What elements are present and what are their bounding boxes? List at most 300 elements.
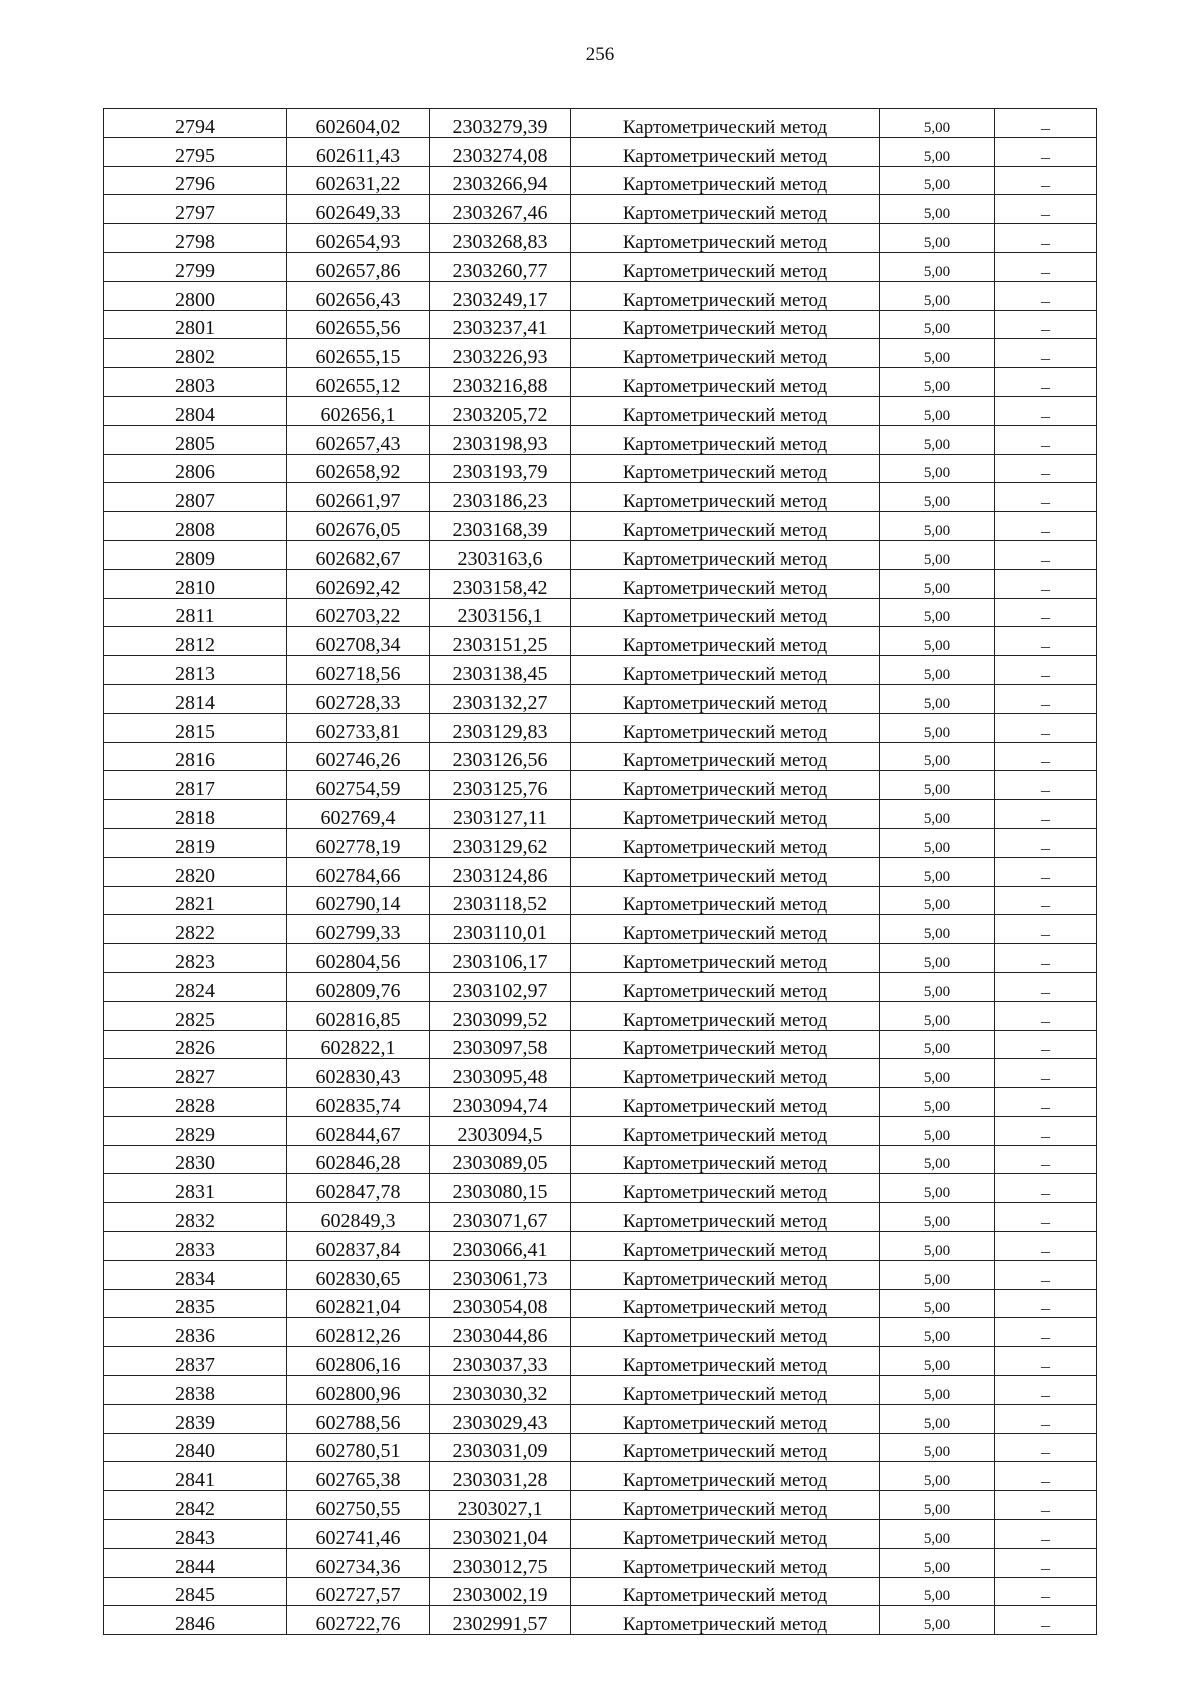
accuracy-cell: 5,00 [880, 195, 995, 224]
method-cell: Картометрический метод [571, 166, 880, 195]
point-number-cell: 2844 [104, 1548, 287, 1577]
method-cell: Картометрический метод [571, 944, 880, 973]
table-row [104, 569, 1097, 598]
table-row [104, 1116, 1097, 1145]
accuracy-cell: 5,00 [880, 166, 995, 195]
accuracy-cell: 5,00 [880, 1116, 995, 1145]
x-coordinate-cell: 602703,22 [287, 598, 430, 627]
dash-cell: – [995, 886, 1097, 915]
method-cell: Картометрический метод [571, 1318, 880, 1347]
x-coordinate-cell: 602837,84 [287, 1232, 430, 1261]
table-row [104, 1289, 1097, 1318]
table-row [104, 1145, 1097, 1174]
point-number-cell: 2796 [104, 166, 287, 195]
x-coordinate-cell: 602830,43 [287, 1059, 430, 1088]
y-coordinate-cell: 2303168,39 [430, 512, 571, 541]
point-number-cell: 2834 [104, 1260, 287, 1289]
point-number-cell: 2808 [104, 512, 287, 541]
accuracy-cell: 5,00 [880, 137, 995, 166]
accuracy-cell: 5,00 [880, 1289, 995, 1318]
table-row [104, 1059, 1097, 1088]
y-coordinate-cell: 2303071,67 [430, 1203, 571, 1232]
point-number-cell: 2802 [104, 339, 287, 368]
point-number-cell: 2839 [104, 1404, 287, 1433]
accuracy-cell: 5,00 [880, 1462, 995, 1491]
table-row [104, 886, 1097, 915]
method-cell: Картометрический метод [571, 915, 880, 944]
method-cell: Картометрический метод [571, 252, 880, 281]
accuracy-cell: 5,00 [880, 1404, 995, 1433]
y-coordinate-cell: 2303044,86 [430, 1318, 571, 1347]
dash-cell: – [995, 1404, 1097, 1433]
method-cell: Картометрический метод [571, 1088, 880, 1117]
y-coordinate-cell: 2303027,1 [430, 1491, 571, 1520]
method-cell: Картометрический метод [571, 656, 880, 685]
table-row [104, 1606, 1097, 1635]
y-coordinate-cell: 2303031,09 [430, 1433, 571, 1462]
method-cell: Картометрический метод [571, 425, 880, 454]
y-coordinate-cell: 2303099,52 [430, 1001, 571, 1030]
method-cell: Картометрический метод [571, 1203, 880, 1232]
x-coordinate-cell: 602655,12 [287, 368, 430, 397]
table-row [104, 627, 1097, 656]
y-coordinate-cell: 2303138,45 [430, 656, 571, 685]
method-cell: Картометрический метод [571, 1260, 880, 1289]
y-coordinate-cell: 2303054,08 [430, 1289, 571, 1318]
dash-cell: – [995, 1088, 1097, 1117]
y-coordinate-cell: 2302991,57 [430, 1606, 571, 1635]
x-coordinate-cell: 602754,59 [287, 771, 430, 800]
point-number-cell: 2803 [104, 368, 287, 397]
x-coordinate-cell: 602784,66 [287, 857, 430, 886]
dash-cell: – [995, 512, 1097, 541]
table-row [104, 1347, 1097, 1376]
x-coordinate-cell: 602849,3 [287, 1203, 430, 1232]
y-coordinate-cell: 2303151,25 [430, 627, 571, 656]
method-cell: Картометрический метод [571, 109, 880, 138]
point-number-cell: 2798 [104, 224, 287, 253]
table-row [104, 1404, 1097, 1433]
table-row [104, 1462, 1097, 1491]
table-row [104, 166, 1097, 195]
y-coordinate-cell: 2303102,97 [430, 972, 571, 1001]
x-coordinate-cell: 602661,97 [287, 483, 430, 512]
point-number-cell: 2805 [104, 425, 287, 454]
dash-cell: – [995, 713, 1097, 742]
accuracy-cell: 5,00 [880, 1088, 995, 1117]
y-coordinate-cell: 2303132,27 [430, 684, 571, 713]
accuracy-cell: 5,00 [880, 1318, 995, 1347]
accuracy-cell: 5,00 [880, 540, 995, 569]
accuracy-cell: 5,00 [880, 828, 995, 857]
table-row [104, 972, 1097, 1001]
dash-cell: – [995, 1577, 1097, 1606]
method-cell: Картометрический метод [571, 800, 880, 829]
point-number-cell: 2817 [104, 771, 287, 800]
point-number-cell: 2812 [104, 627, 287, 656]
table-row [104, 1318, 1097, 1347]
table-row [104, 1174, 1097, 1203]
method-cell: Картометрический метод [571, 454, 880, 483]
dash-cell: – [995, 137, 1097, 166]
y-coordinate-cell: 2303226,93 [430, 339, 571, 368]
y-coordinate-cell: 2303106,17 [430, 944, 571, 973]
dash-cell: – [995, 569, 1097, 598]
method-cell: Картометрический метод [571, 1030, 880, 1059]
table-row [104, 195, 1097, 224]
method-cell: Картометрический метод [571, 886, 880, 915]
point-number-cell: 2815 [104, 713, 287, 742]
dash-cell: – [995, 627, 1097, 656]
y-coordinate-cell: 2303129,83 [430, 713, 571, 742]
dash-cell: – [995, 224, 1097, 253]
accuracy-cell: 5,00 [880, 656, 995, 685]
table-row [104, 1376, 1097, 1405]
y-coordinate-cell: 2303158,42 [430, 569, 571, 598]
table-row [104, 684, 1097, 713]
point-number-cell: 2846 [104, 1606, 287, 1635]
x-coordinate-cell: 602654,93 [287, 224, 430, 253]
accuracy-cell: 5,00 [880, 1174, 995, 1203]
method-cell: Картометрический метод [571, 1433, 880, 1462]
accuracy-cell: 5,00 [880, 944, 995, 973]
y-coordinate-cell: 2303118,52 [430, 886, 571, 915]
accuracy-cell: 5,00 [880, 1232, 995, 1261]
table-row [104, 742, 1097, 771]
x-coordinate-cell: 602649,33 [287, 195, 430, 224]
accuracy-cell: 5,00 [880, 396, 995, 425]
method-cell: Картометрический метод [571, 828, 880, 857]
x-coordinate-cell: 602846,28 [287, 1145, 430, 1174]
dash-cell: – [995, 483, 1097, 512]
table-row [104, 1520, 1097, 1549]
accuracy-cell: 5,00 [880, 1491, 995, 1520]
method-cell: Картометрический метод [571, 310, 880, 339]
dash-cell: – [995, 1548, 1097, 1577]
table-row [104, 944, 1097, 973]
point-number-cell: 2799 [104, 252, 287, 281]
accuracy-cell: 5,00 [880, 425, 995, 454]
point-number-cell: 2826 [104, 1030, 287, 1059]
method-cell: Картометрический метод [571, 1577, 880, 1606]
point-number-cell: 2842 [104, 1491, 287, 1520]
coordinates-table-body [104, 109, 1097, 1635]
y-coordinate-cell: 2303249,17 [430, 281, 571, 310]
table-row [104, 1001, 1097, 1030]
table-row [104, 137, 1097, 166]
y-coordinate-cell: 2303260,77 [430, 252, 571, 281]
x-coordinate-cell: 602750,55 [287, 1491, 430, 1520]
accuracy-cell: 5,00 [880, 1548, 995, 1577]
point-number-cell: 2806 [104, 454, 287, 483]
point-number-cell: 2835 [104, 1289, 287, 1318]
accuracy-cell: 5,00 [880, 713, 995, 742]
x-coordinate-cell: 602780,51 [287, 1433, 430, 1462]
x-coordinate-cell: 602821,04 [287, 1289, 430, 1318]
method-cell: Картометрический метод [571, 771, 880, 800]
x-coordinate-cell: 602806,16 [287, 1347, 430, 1376]
x-coordinate-cell: 602727,57 [287, 1577, 430, 1606]
x-coordinate-cell: 602788,56 [287, 1404, 430, 1433]
y-coordinate-cell: 2303002,19 [430, 1577, 571, 1606]
y-coordinate-cell: 2303279,39 [430, 109, 571, 138]
accuracy-cell: 5,00 [880, 1059, 995, 1088]
table-row [104, 1577, 1097, 1606]
method-cell: Картометрический метод [571, 396, 880, 425]
x-coordinate-cell: 602692,42 [287, 569, 430, 598]
table-row [104, 252, 1097, 281]
table-row [104, 396, 1097, 425]
method-cell: Картометрический метод [571, 1462, 880, 1491]
point-number-cell: 2819 [104, 828, 287, 857]
dash-cell: – [995, 281, 1097, 310]
dash-cell: – [995, 1232, 1097, 1261]
point-number-cell: 2810 [104, 569, 287, 598]
y-coordinate-cell: 2303030,32 [430, 1376, 571, 1405]
dash-cell: – [995, 972, 1097, 1001]
table-row [104, 828, 1097, 857]
x-coordinate-cell: 602799,33 [287, 915, 430, 944]
x-coordinate-cell: 602733,81 [287, 713, 430, 742]
y-coordinate-cell: 2303237,41 [430, 310, 571, 339]
dash-cell: – [995, 944, 1097, 973]
method-cell: Картометрический метод [571, 569, 880, 598]
point-number-cell: 2797 [104, 195, 287, 224]
point-number-cell: 2827 [104, 1059, 287, 1088]
table-row [104, 1232, 1097, 1261]
accuracy-cell: 5,00 [880, 569, 995, 598]
dash-cell: – [995, 195, 1097, 224]
accuracy-cell: 5,00 [880, 1001, 995, 1030]
table-row [104, 368, 1097, 397]
y-coordinate-cell: 2303021,04 [430, 1520, 571, 1549]
accuracy-cell: 5,00 [880, 598, 995, 627]
method-cell: Картометрический метод [571, 627, 880, 656]
point-number-cell: 2836 [104, 1318, 287, 1347]
method-cell: Картометрический метод [571, 1001, 880, 1030]
x-coordinate-cell: 602676,05 [287, 512, 430, 541]
point-number-cell: 2833 [104, 1232, 287, 1261]
point-number-cell: 2820 [104, 857, 287, 886]
x-coordinate-cell: 602718,56 [287, 656, 430, 685]
point-number-cell: 2838 [104, 1376, 287, 1405]
y-coordinate-cell: 2303066,41 [430, 1232, 571, 1261]
point-number-cell: 2809 [104, 540, 287, 569]
accuracy-cell: 5,00 [880, 339, 995, 368]
table-row [104, 771, 1097, 800]
dash-cell: – [995, 598, 1097, 627]
dash-cell: – [995, 1491, 1097, 1520]
dash-cell: – [995, 1289, 1097, 1318]
dash-cell: – [995, 857, 1097, 886]
y-coordinate-cell: 2303031,28 [430, 1462, 571, 1491]
table-row [104, 1088, 1097, 1117]
dash-cell: – [995, 166, 1097, 195]
x-coordinate-cell: 602741,46 [287, 1520, 430, 1549]
dash-cell: – [995, 1203, 1097, 1232]
method-cell: Картометрический метод [571, 512, 880, 541]
y-coordinate-cell: 2303216,88 [430, 368, 571, 397]
y-coordinate-cell: 2303129,62 [430, 828, 571, 857]
table-row [104, 483, 1097, 512]
method-cell: Картометрический метод [571, 281, 880, 310]
point-number-cell: 2816 [104, 742, 287, 771]
table-row [104, 540, 1097, 569]
point-number-cell: 2832 [104, 1203, 287, 1232]
y-coordinate-cell: 2303029,43 [430, 1404, 571, 1433]
method-cell: Картометрический метод [571, 1289, 880, 1318]
point-number-cell: 2837 [104, 1347, 287, 1376]
point-number-cell: 2830 [104, 1145, 287, 1174]
x-coordinate-cell: 602631,22 [287, 166, 430, 195]
dash-cell: – [995, 540, 1097, 569]
y-coordinate-cell: 2303266,94 [430, 166, 571, 195]
table-row [104, 1203, 1097, 1232]
dash-cell: – [995, 339, 1097, 368]
method-cell: Картометрический метод [571, 1376, 880, 1405]
dash-cell: – [995, 310, 1097, 339]
y-coordinate-cell: 2303089,05 [430, 1145, 571, 1174]
x-coordinate-cell: 602657,43 [287, 425, 430, 454]
y-coordinate-cell: 2303186,23 [430, 483, 571, 512]
accuracy-cell: 5,00 [880, 627, 995, 656]
point-number-cell: 2794 [104, 109, 287, 138]
point-number-cell: 2818 [104, 800, 287, 829]
y-coordinate-cell: 2303061,73 [430, 1260, 571, 1289]
dash-cell: – [995, 454, 1097, 483]
accuracy-cell: 5,00 [880, 252, 995, 281]
accuracy-cell: 5,00 [880, 1030, 995, 1059]
dash-cell: – [995, 1001, 1097, 1030]
dash-cell: – [995, 1116, 1097, 1145]
point-number-cell: 2821 [104, 886, 287, 915]
dash-cell: – [995, 368, 1097, 397]
dash-cell: – [995, 252, 1097, 281]
method-cell: Картометрический метод [571, 195, 880, 224]
y-coordinate-cell: 2303094,5 [430, 1116, 571, 1145]
x-coordinate-cell: 602830,65 [287, 1260, 430, 1289]
accuracy-cell: 5,00 [880, 454, 995, 483]
page-number: 256 [585, 44, 615, 65]
dash-cell: – [995, 109, 1097, 138]
x-coordinate-cell: 602655,56 [287, 310, 430, 339]
y-coordinate-cell: 2303125,76 [430, 771, 571, 800]
y-coordinate-cell: 2303127,11 [430, 800, 571, 829]
point-number-cell: 2807 [104, 483, 287, 512]
x-coordinate-cell: 602734,36 [287, 1548, 430, 1577]
point-number-cell: 2795 [104, 137, 287, 166]
method-cell: Картометрический метод [571, 713, 880, 742]
y-coordinate-cell: 2303097,58 [430, 1030, 571, 1059]
point-number-cell: 2841 [104, 1462, 287, 1491]
y-coordinate-cell: 2303126,56 [430, 742, 571, 771]
method-cell: Картометрический метод [571, 540, 880, 569]
accuracy-cell: 5,00 [880, 1145, 995, 1174]
dash-cell: – [995, 1433, 1097, 1462]
point-number-cell: 2824 [104, 972, 287, 1001]
x-coordinate-cell: 602604,02 [287, 109, 430, 138]
table-row [104, 800, 1097, 829]
x-coordinate-cell: 602746,26 [287, 742, 430, 771]
table-row [104, 454, 1097, 483]
method-cell: Картометрический метод [571, 684, 880, 713]
dash-cell: – [995, 396, 1097, 425]
x-coordinate-cell: 602816,85 [287, 1001, 430, 1030]
point-number-cell: 2813 [104, 656, 287, 685]
dash-cell: – [995, 800, 1097, 829]
accuracy-cell: 5,00 [880, 1203, 995, 1232]
table-row [104, 425, 1097, 454]
point-number-cell: 2822 [104, 915, 287, 944]
table-row [104, 281, 1097, 310]
y-coordinate-cell: 2303012,75 [430, 1548, 571, 1577]
method-cell: Картометрический метод [571, 1145, 880, 1174]
method-cell: Картометрический метод [571, 1606, 880, 1635]
x-coordinate-cell: 602812,26 [287, 1318, 430, 1347]
x-coordinate-cell: 602800,96 [287, 1376, 430, 1405]
method-cell: Картометрический метод [571, 1059, 880, 1088]
x-coordinate-cell: 602778,19 [287, 828, 430, 857]
x-coordinate-cell: 602657,86 [287, 252, 430, 281]
x-coordinate-cell: 602804,56 [287, 944, 430, 973]
x-coordinate-cell: 602769,4 [287, 800, 430, 829]
accuracy-cell: 5,00 [880, 1433, 995, 1462]
point-number-cell: 2828 [104, 1088, 287, 1117]
y-coordinate-cell: 2303268,83 [430, 224, 571, 253]
table-row [104, 857, 1097, 886]
table-row [104, 598, 1097, 627]
dash-cell: – [995, 1462, 1097, 1491]
method-cell: Картометрический метод [571, 598, 880, 627]
dash-cell: – [995, 1606, 1097, 1635]
dash-cell: – [995, 915, 1097, 944]
method-cell: Картометрический метод [571, 339, 880, 368]
dash-cell: – [995, 1347, 1097, 1376]
accuracy-cell: 5,00 [880, 368, 995, 397]
y-coordinate-cell: 2303156,1 [430, 598, 571, 627]
method-cell: Картометрический метод [571, 137, 880, 166]
dash-cell: – [995, 1318, 1097, 1347]
dash-cell: – [995, 1376, 1097, 1405]
accuracy-cell: 5,00 [880, 915, 995, 944]
y-coordinate-cell: 2303080,15 [430, 1174, 571, 1203]
y-coordinate-cell: 2303095,48 [430, 1059, 571, 1088]
dash-cell: – [995, 742, 1097, 771]
x-coordinate-cell: 602728,33 [287, 684, 430, 713]
accuracy-cell: 5,00 [880, 483, 995, 512]
accuracy-cell: 5,00 [880, 857, 995, 886]
x-coordinate-cell: 602611,43 [287, 137, 430, 166]
table-row [104, 109, 1097, 138]
method-cell: Картометрический метод [571, 972, 880, 1001]
y-coordinate-cell: 2303267,46 [430, 195, 571, 224]
accuracy-cell: 5,00 [880, 224, 995, 253]
dash-cell: – [995, 1260, 1097, 1289]
x-coordinate-cell: 602682,67 [287, 540, 430, 569]
point-number-cell: 2825 [104, 1001, 287, 1030]
accuracy-cell: 5,00 [880, 886, 995, 915]
method-cell: Картометрический метод [571, 857, 880, 886]
method-cell: Картометрический метод [571, 368, 880, 397]
y-coordinate-cell: 2303110,01 [430, 915, 571, 944]
point-number-cell: 2804 [104, 396, 287, 425]
y-coordinate-cell: 2303037,33 [430, 1347, 571, 1376]
x-coordinate-cell: 602822,1 [287, 1030, 430, 1059]
point-number-cell: 2800 [104, 281, 287, 310]
y-coordinate-cell: 2303205,72 [430, 396, 571, 425]
table-row [104, 1030, 1097, 1059]
x-coordinate-cell: 602809,76 [287, 972, 430, 1001]
